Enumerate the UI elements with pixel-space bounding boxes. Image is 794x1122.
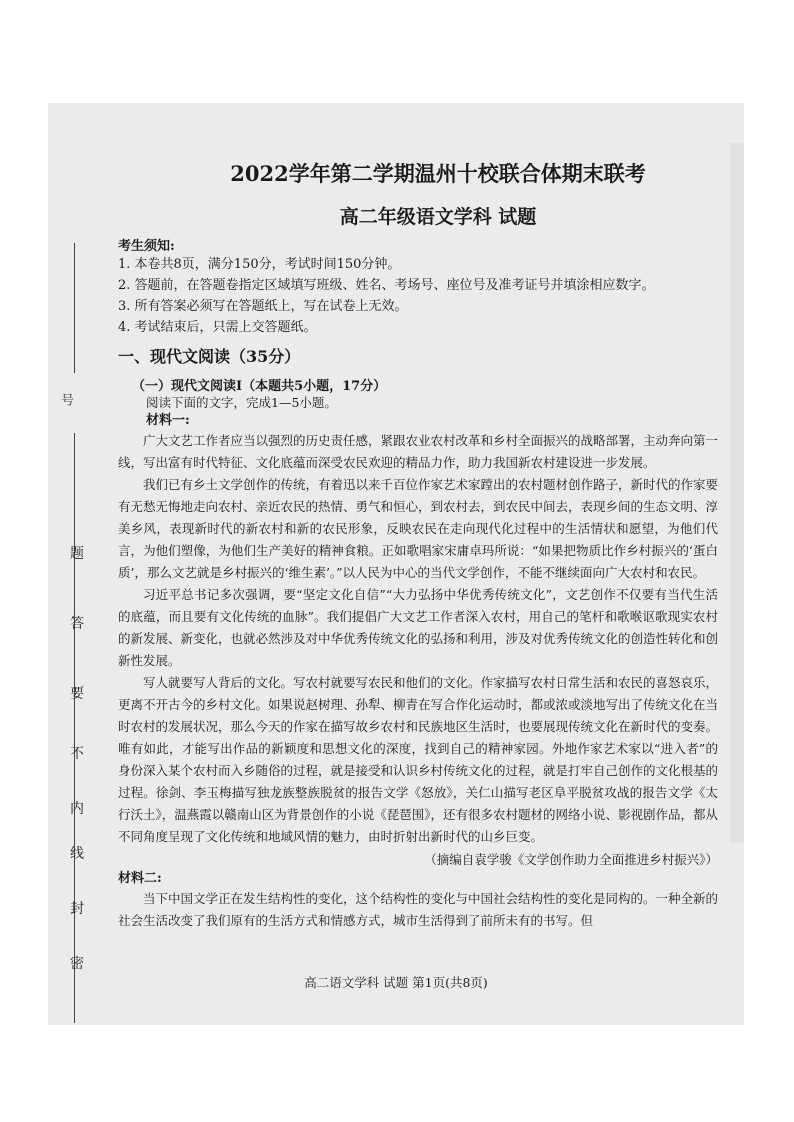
notice-item: 2. 答题前，在答题卷指定区域填写班级、姓名、考场号、座位号及准考证号并填涂相应数字。	[118, 278, 655, 293]
notice-heading: 考生须知:	[118, 239, 175, 254]
seal-char: 密	[70, 956, 84, 972]
student-id-label: 号	[58, 393, 73, 406]
notice-item: 3. 所有答案必须写在答题纸上，写在试卷上无效。	[118, 299, 408, 314]
exam-content	[118, 158, 718, 932]
section-heading: 一、现代文阅读（35分）	[118, 347, 301, 366]
instruction: 阅读下面的文字，完成1—5小题。	[146, 395, 337, 410]
seal-char: 内	[70, 801, 84, 817]
paragraph: 习近平总书记多次强调，要“坚定文化自信”“大力弘扬中华优秀传统文化”，文艺创作不仅要有当代生活的底蕴，而且要有文化传统的血脉”。我们提倡广大文艺工作者深入农村，用自己的笔杆和歌喉讴歌现实农村的新发展、新变化，也就必然涉及对中华优秀传统文化的弘扬和利用，涉及对优秀传统文化的创造性转化和创新性发展。	[118, 587, 719, 668]
page-footer: 高二语文学科 试题 第1页(共8页)	[304, 975, 488, 990]
notice-item: 4. 考试结束后，只需上交答题纸。	[118, 320, 317, 335]
seal-line	[74, 433, 75, 1023]
seal-char: 封	[70, 901, 84, 917]
subsection-heading: （一）现代文阅读Ⅰ（本题共5小题，17分）	[132, 379, 387, 394]
source-citation: （摘编自袁学骏《文学创作助力全面推进乡村振兴》）	[424, 852, 718, 867]
paragraph: 广大文艺工作者应当以强烈的历史责任感，紧跟农业农村改革和乡村全面振兴的战略部署，主动奔向第一线，写出富有时代特征、文化底蕴而深受农民欢迎的精品力作，助力我国新农村建设进一步发展。	[118, 433, 719, 470]
seal-char: 题	[70, 546, 84, 562]
paragraph: 当下中国文学正在发生结构性的变化，这个结构性的变化与中国社会结构性的变化是同构的。一种全新的社会生活改变了我们原有的生活方式和情感方式，城市生活得到了前所未有的书写。但	[118, 891, 719, 928]
material2-label: 材料二:	[118, 871, 162, 886]
seal-char: 线	[70, 846, 84, 862]
exam-title: 2022学年第二学期温州十校联合体期末联考	[230, 161, 646, 186]
exam-page-photo	[48, 103, 744, 1025]
seal-char: 答	[70, 616, 84, 632]
adjacent-page-edge	[730, 143, 744, 843]
material1-label: 材料一:	[146, 413, 190, 428]
exam-subtitle: 高二年级语文学科 试题	[339, 206, 537, 228]
paragraph: 写人就要写人背后的文化。写农村就要写农民和他们的文化。作家描写农村日常生活和农民的喜怒哀乐，更离不开古今的乡村文化。如果说赵树理、孙犁、柳青在写合作化运动时，都或浓或淡地写出了传统文化在当时农村的发展状况，那么今天的作家在描写故乡农村和民族地区生活时，也要展现传统文化在新时代的变奏。唯有如此，才能写出作品的新颖度和思想文化的深度，找到自己的精神家园。外地作家艺术家以“进入者”的身份深入某个农村而入乡随俗的过程，就是接受和认识乡村传统文化的过程，就是打牢自己创作的文化根基的过程。徐剑、李玉梅描写独龙族整族脱贫的报告文学《怒放》，关仁山描写老区阜平脱贫攻战的报告文学《太行沃土》，温燕霞以赣南山区为背景创作的小说《琵琶围》，还有很多农村题材的网络小说、影视剧作品，都从不同角度呈现了文化传统和地域风情的魅力，由时折射出新时代的山乡巨变。	[118, 675, 719, 844]
margin-rule	[74, 243, 75, 373]
paragraph: 我们已有乡土文学创作的传统，有着迅以来千百位作家艺术家蹚出的农村题材创作路子，新时代的作家要有无愁无悔地走向农村、亲近农民的热情、勇气和恒心，到农村去，到农民中间去，表现乡间的生态文明、淳美乡风，表现新时代的新农村和新的农民形象，反映农民在走向现代化过程中的生活情状和愿望，为他们代言，为他们塑像，为他们生产美好的精神食粮。正如歌唱家宋庸卓玛所说：“如果把物质比作乡村振兴的‘蛋白质’，那么文艺就是乡村振兴的‘维生素’。”以人民为中心的当代文学创作，不能不继续面向广大农村和农民。	[118, 477, 719, 580]
seal-char: 不	[70, 746, 84, 762]
notice-item: 1. 本卷共8页，满分150分，考试时间150分钟。	[118, 257, 401, 272]
seal-char: 要	[70, 686, 84, 702]
